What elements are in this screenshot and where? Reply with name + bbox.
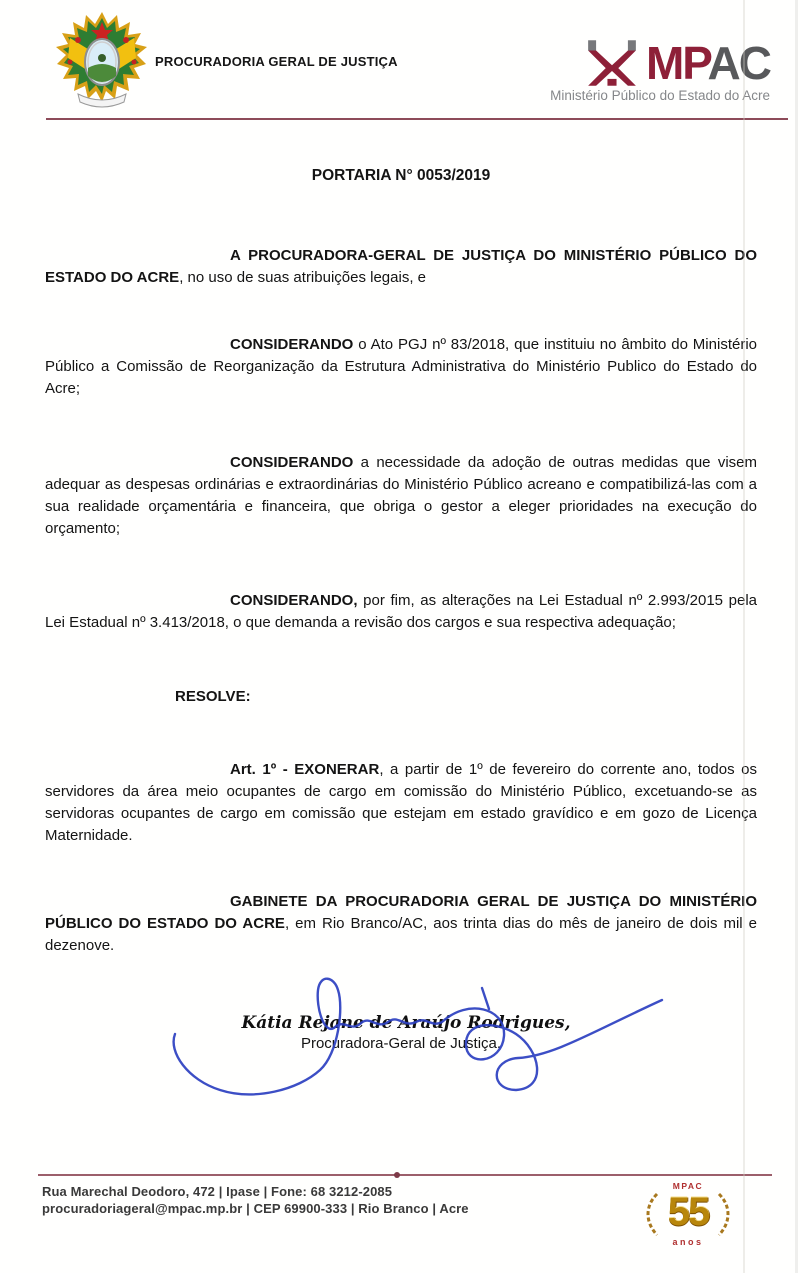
closing-rest: , em Rio Branco/AC, aos trinta dias do mês de janeiro de dois mil e dezenove. <box>45 915 758 954</box>
scan-crease-line <box>743 0 745 1273</box>
signature-block <box>45 1013 757 1055</box>
document-title: PORTARIA N° 0053/2019 <box>311 167 491 184</box>
considerando-3-rest: por fim, as alterações na Lei Estadual nº 2.993/2015 pela Lei Estadual nº 3.413/2018, o que demanda a revisão dos cargos e sua respectiva adequação; <box>45 592 757 631</box>
considerando-2 <box>45 452 757 540</box>
article-1-bold: Art. 1º - EXONERAR <box>230 761 380 778</box>
footer-address <box>42 1184 469 1217</box>
closing-bold: GABINETE DA PROCURADORIA GERAL DE JUSTIÇA DO MINISTÉRIO PÚBLICO DO ESTADO DO ACRE <box>45 893 757 932</box>
considerando-1-rest: o Ato PGJ nº 83/2018, que instituiu no âmbito do Ministério Público a Comissão de Reorganização da Estrutura Administrativa do Ministério Publico do Estado do Acre; <box>45 336 757 397</box>
55-anos-seal-number: 55 <box>667 1189 709 1234</box>
55-anos-seal-mpac-label: MPAC <box>672 1181 704 1191</box>
signer-name: Kátia Rejane de Araújo Rodrigues, <box>241 1013 571 1033</box>
mpac-wordmark <box>645 37 770 89</box>
closing-paragraph <box>45 891 757 957</box>
opening-bold: A PROCURADORA-GERAL DE JUSTIÇA DO MINISTÉRIO PÚBLICO DO ESTADO DO ACRE <box>45 247 757 286</box>
considerando-2-bold: CONSIDERANDO <box>230 454 354 471</box>
considerando-1-bold: CONSIDERANDO <box>230 336 354 353</box>
considerando-1 <box>45 334 757 400</box>
scan-edge-line <box>795 0 798 1273</box>
signer-role: Procuradora-Geral de Justiça. <box>300 1035 502 1052</box>
resolve-label: RESOLVE: <box>175 688 251 705</box>
opening-paragraph <box>45 245 757 289</box>
article-1-rest: , a partir de 1º de fevereiro do corrente ano, todos os servidores da área meio ocupantes de cargo em comissão do Ministério Público, excetuando-se as servidoras ocupantes de cargo em comissão que estejam em estado gravídico e em gozo de Licença Maternidade. <box>45 761 757 844</box>
footer-divider <box>38 1174 772 1176</box>
mpac-wordmark-ac: AC <box>707 37 770 89</box>
opening-rest: , no uso de suas atribuições legais, e <box>179 269 427 286</box>
footer-address-line1: Rua Marechal Deodoro, 472 | Ipase | Fone: 68 3212-2085 <box>42 1184 393 1199</box>
footer-address-line2: procuradoriageral@mpac.mp.br | CEP 69900-333 | Rio Branco | Acre <box>42 1200 469 1216</box>
considerando-3-bold: CONSIDERANDO, <box>230 592 358 609</box>
article-1-paragraph <box>45 759 757 847</box>
org-title: PROCURADORIA GERAL DE JUSTIÇA <box>155 54 398 69</box>
considerando-3 <box>45 590 757 634</box>
mpac-symbol-icon <box>583 38 641 88</box>
mpac-wordmark-mp: MP <box>645 37 708 89</box>
footer-divider-dot <box>394 1172 400 1178</box>
mpac-logo <box>546 38 770 103</box>
acre-coat-of-arms-icon <box>56 10 148 112</box>
considerando-2-rest: a necessidade da adoção de outras medidas que visem adequar as despesas ordinárias e extraordinárias do Ministério Público acreano e compatibilizá-las com a sua realidade orçamentária e financeira, que obriga o gestor a eleger prioridades na execução do orçamento; <box>45 454 757 537</box>
55-anos-seal <box>640 1182 736 1247</box>
mpac-subtitle: Ministério Público do Estado do Acre <box>550 88 770 103</box>
document-body <box>45 120 757 1055</box>
55-anos-seal-anos-label: anos <box>672 1236 704 1247</box>
